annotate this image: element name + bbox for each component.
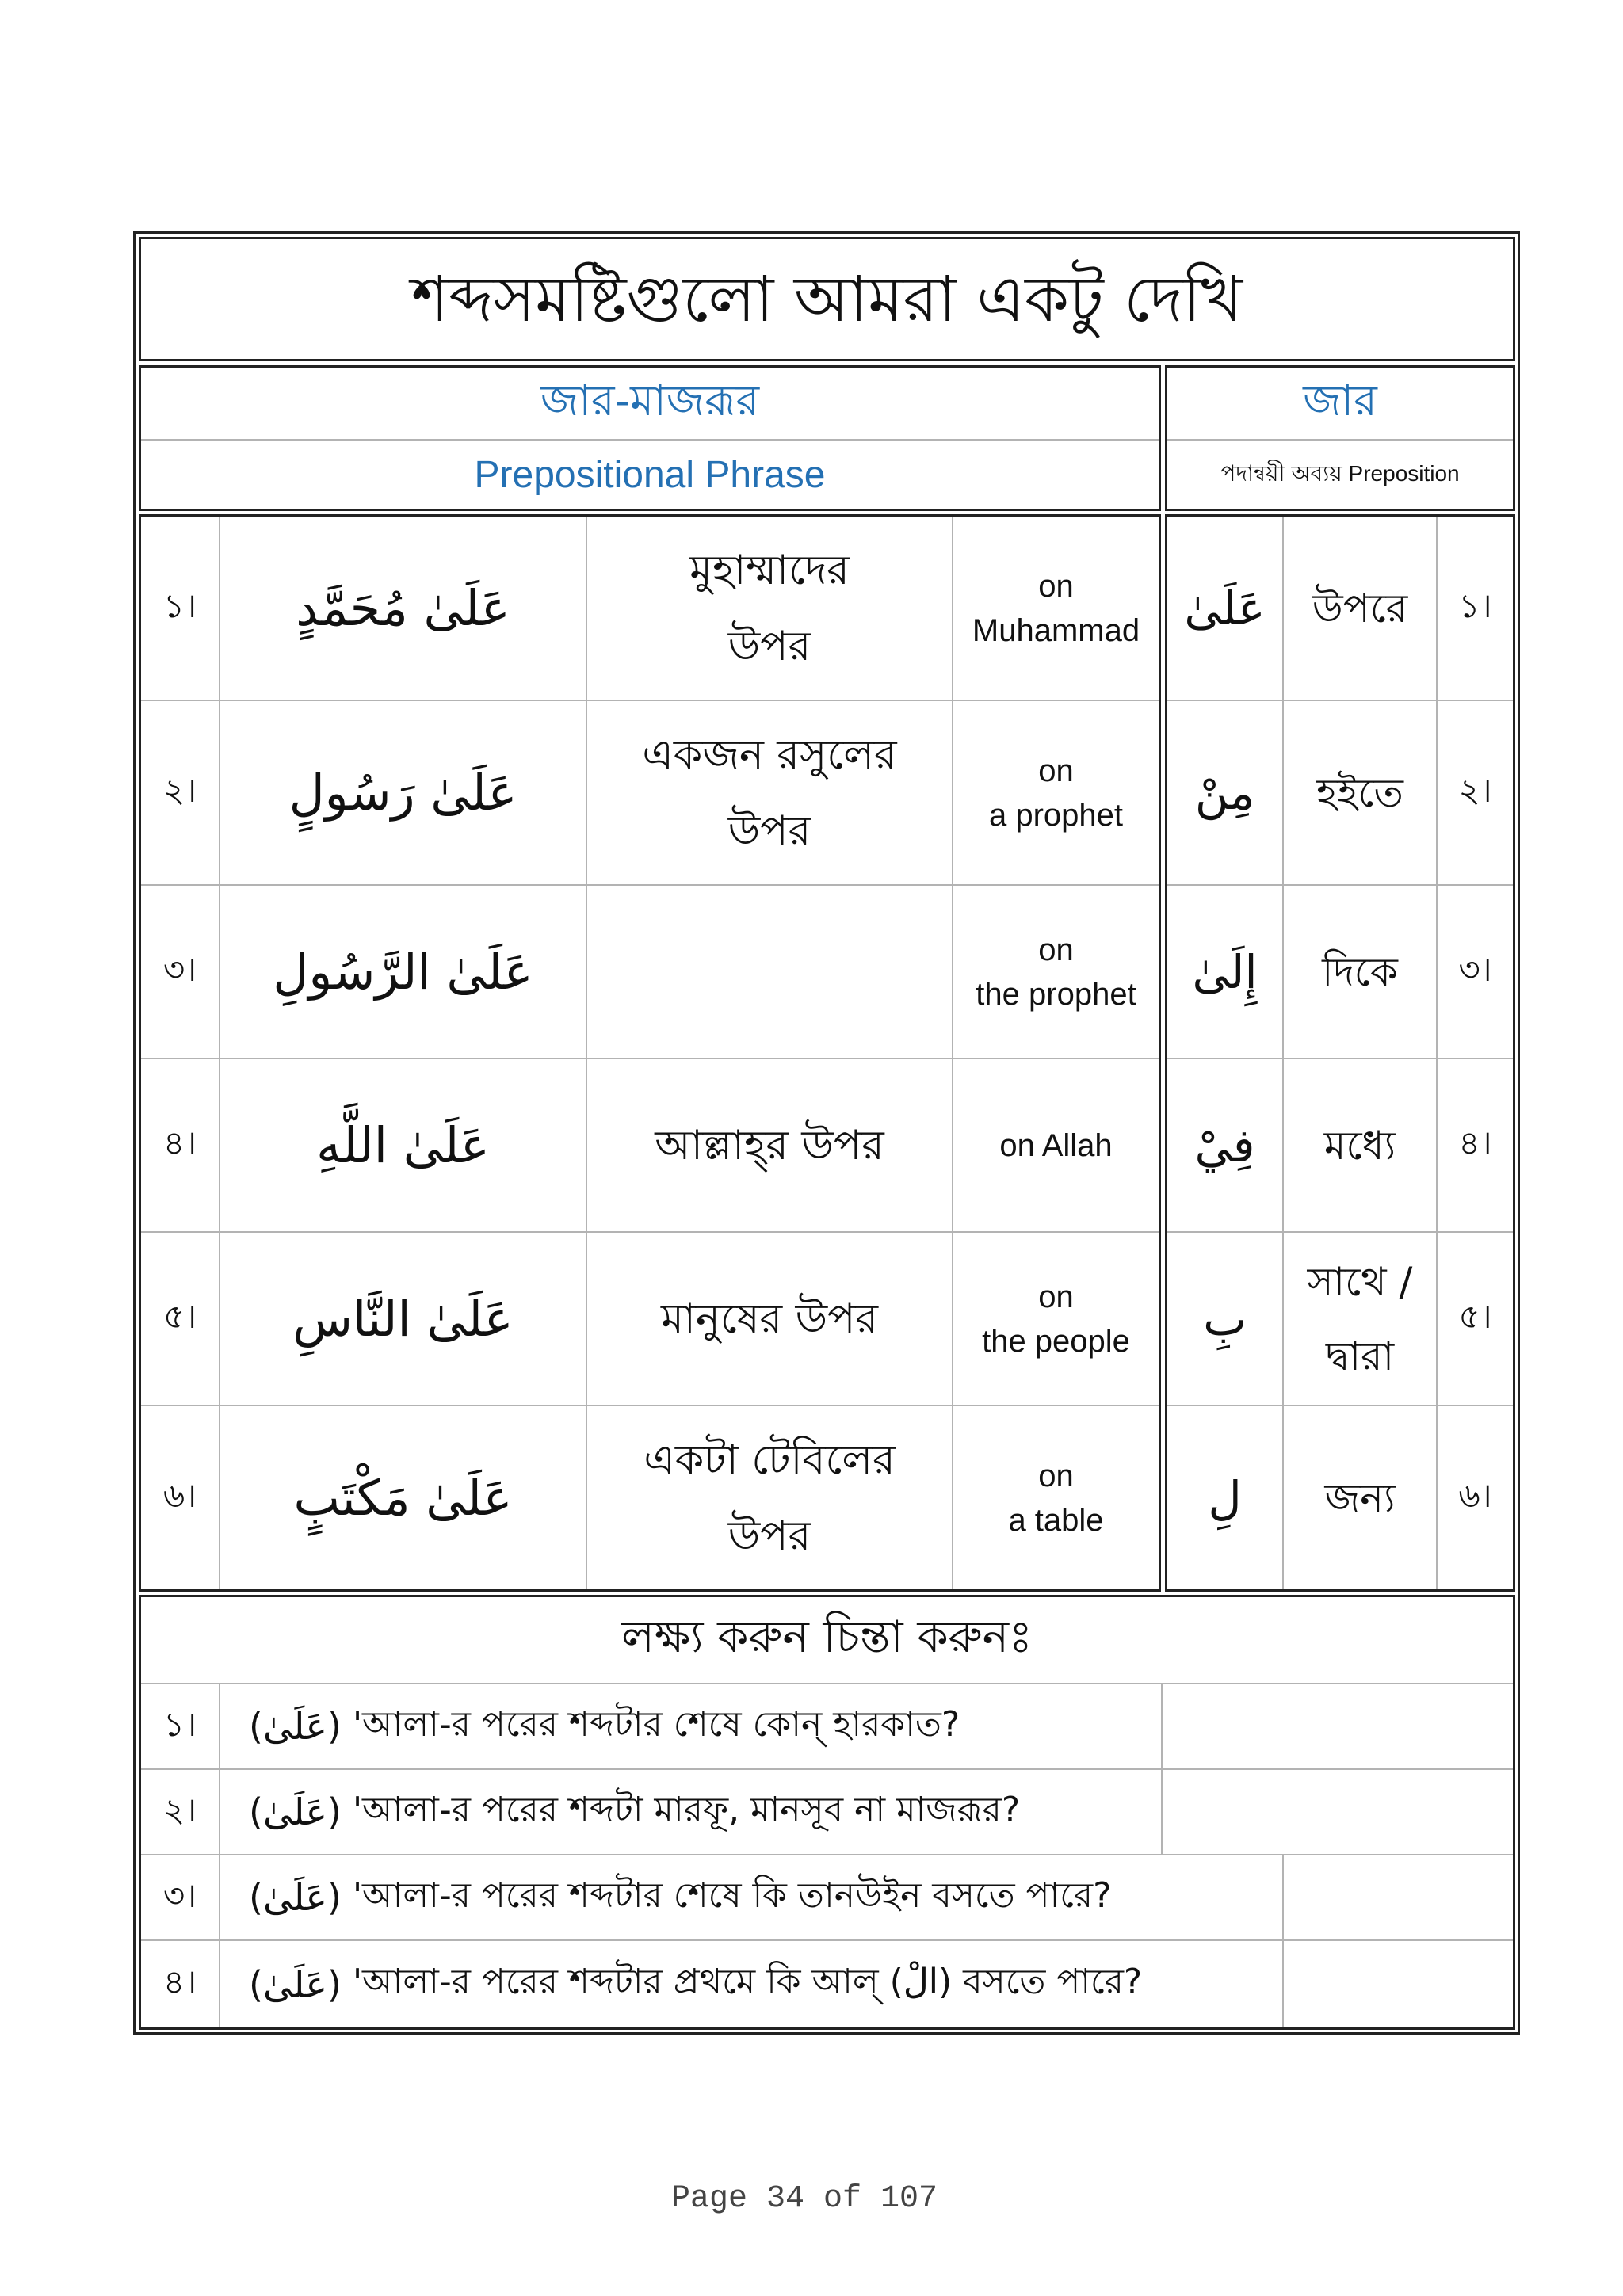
arabic-phrase: عَلَىٰ النَّاسِ bbox=[220, 1233, 587, 1406]
preposition-bengali-line: মধ্যে bbox=[1323, 1122, 1396, 1169]
preposition-bengali bbox=[1284, 517, 1438, 701]
english-meaning-line: a table bbox=[1008, 1502, 1104, 1538]
bengali-meaning-line: মুহাম্মাদের bbox=[689, 546, 850, 594]
phrase-row-number: ১। bbox=[141, 517, 220, 701]
phrase-row-number: ২। bbox=[141, 701, 220, 886]
phrase-row-number: ৪। bbox=[141, 1059, 220, 1233]
preposition-bengali-line: দ্বারা bbox=[1325, 1333, 1395, 1379]
english-meaning-line: on bbox=[1038, 568, 1074, 604]
preposition-bengali bbox=[1284, 886, 1438, 1059]
bengali-meaning bbox=[587, 1059, 953, 1233]
preposition-bengali-line: দিকে bbox=[1322, 948, 1398, 995]
preposition-bengali bbox=[1284, 1059, 1438, 1233]
question-row bbox=[141, 1684, 1513, 1770]
english-meaning-line: the people bbox=[982, 1323, 1130, 1359]
question-arabic: (عَلَىٰ) bbox=[249, 1962, 342, 2006]
preposition-bengali bbox=[1284, 1406, 1438, 1589]
bengali-meaning-line: একটা টেবিলের bbox=[643, 1436, 896, 1484]
reflection-section bbox=[139, 1595, 1515, 2030]
phrase-row-number: ৬। bbox=[141, 1406, 220, 1589]
worksheet-title-box bbox=[139, 237, 1515, 361]
preposition-bengali bbox=[1284, 701, 1438, 886]
question-text-cell bbox=[220, 1855, 1284, 1939]
worksheet-title: শব্দসমষ্টিগুলো আমরা একটু দেখি bbox=[411, 261, 1243, 336]
question-text: 'আলা-র পরের শব্দটার শেষে কি তানউইন বসতে পারে? bbox=[352, 1875, 1112, 1916]
preposition-bengali bbox=[1284, 1233, 1438, 1406]
question-text: 'আলা-র পরের শব্দটা মারফূ, মানসূব না মাজরূর? bbox=[352, 1789, 1021, 1830]
bengali-meaning-line: উপর bbox=[727, 622, 812, 670]
bengali-meaning-line: উপর bbox=[727, 807, 812, 855]
phrase-table bbox=[139, 514, 1161, 1592]
bengali-meaning bbox=[587, 1233, 953, 1406]
question-text-cell bbox=[220, 1684, 1163, 1768]
arabic-phrase: عَلَىٰ الرَّسُولِ bbox=[220, 886, 587, 1059]
question-text-cell bbox=[220, 1770, 1163, 1854]
bengali-meaning-line: আল্লাহ্‌র উপর bbox=[655, 1121, 884, 1169]
preposition-header-bengali: জার bbox=[1167, 368, 1513, 441]
english-meaning bbox=[953, 517, 1159, 701]
english-meaning-line: on bbox=[1038, 1458, 1074, 1493]
english-meaning bbox=[953, 1233, 1159, 1406]
preposition-header bbox=[1165, 365, 1515, 511]
english-meaning-line: Muhammad bbox=[972, 612, 1140, 648]
arabic-phrase: عَلَىٰ مَكْتَبٍ bbox=[220, 1406, 587, 1589]
answer-cell bbox=[1284, 1855, 1513, 1939]
preposition-bengali-line: হইতে bbox=[1316, 769, 1403, 816]
bengali-meaning-line: উপর bbox=[727, 1512, 812, 1560]
question-row bbox=[141, 1855, 1513, 1941]
english-meaning-line: on Allah bbox=[999, 1127, 1113, 1163]
question-row bbox=[141, 1770, 1513, 1855]
preposition-arabic: فِيْ bbox=[1167, 1059, 1284, 1233]
answer-cell bbox=[1163, 1684, 1513, 1768]
page-number-footer: Page 34 of 107 bbox=[671, 2181, 938, 2217]
question-text: 'আলা-র পরের শব্দটার প্রথমে কি আল্ (الْ) বসতে পারে? bbox=[352, 1962, 1143, 2002]
phrase-row-number: ৫। bbox=[141, 1233, 220, 1406]
preposition-row-number: ১। bbox=[1438, 517, 1513, 701]
phrase-header bbox=[139, 365, 1161, 511]
arabic-phrase: عَلَىٰ اللَّهِ bbox=[220, 1059, 587, 1233]
preposition-bengali-line: উপরে bbox=[1312, 585, 1408, 631]
preposition-arabic: بِ bbox=[1167, 1233, 1284, 1406]
preposition-arabic: إِلَىٰ bbox=[1167, 886, 1284, 1059]
preposition-row-number: ৪। bbox=[1438, 1059, 1513, 1233]
question-row bbox=[141, 1941, 1513, 2027]
preposition-arabic: عَلَىٰ bbox=[1167, 517, 1284, 701]
question-text-cell bbox=[220, 1941, 1284, 2027]
preposition-row-number: ৫। bbox=[1438, 1233, 1513, 1406]
phrase-header-english: Prepositional Phrase bbox=[474, 453, 826, 496]
preposition-bengali-line: জন্য bbox=[1324, 1474, 1396, 1521]
preposition-arabic: مِنْ bbox=[1167, 701, 1284, 886]
phrase-row-number: ৩। bbox=[141, 886, 220, 1059]
preposition-row-number: ৬। bbox=[1458, 1476, 1492, 1515]
arabic-phrase: عَلَىٰ رَسُولٍ bbox=[220, 701, 587, 886]
preposition-header-subtitle: পদান্বয়ী অব্যয় Preposition bbox=[1220, 460, 1460, 486]
question-text: 'আলা-র পরের শব্দটার শেষে কোন্ হারকাত? bbox=[352, 1703, 960, 1745]
question-number: ১। bbox=[141, 1684, 220, 1768]
bengali-meaning bbox=[587, 517, 953, 701]
english-meaning-line: on bbox=[1038, 1279, 1074, 1314]
bengali-meaning bbox=[587, 701, 953, 886]
preposition-row-number: ৩। bbox=[1438, 886, 1513, 1059]
preposition-table bbox=[1165, 514, 1515, 1592]
question-number: ৩। bbox=[141, 1855, 220, 1939]
question-arabic: (عَلَىٰ) bbox=[249, 1876, 342, 1919]
bengali-meaning-line: মানুষের উপর bbox=[660, 1295, 879, 1343]
phrase-header-bengali: জার-মাজরূর bbox=[141, 368, 1159, 441]
english-meaning-line: a prophet bbox=[988, 797, 1124, 833]
reflection-title: লক্ষ্য করুন চিন্তা করুনঃ bbox=[141, 1597, 1513, 1684]
question-number: ৪। bbox=[141, 1941, 220, 2027]
bengali-meaning bbox=[587, 886, 953, 1059]
bengali-meaning bbox=[587, 1406, 953, 1589]
english-meaning bbox=[953, 1059, 1159, 1233]
english-meaning-line: the prophet bbox=[976, 976, 1136, 1012]
english-meaning bbox=[953, 1406, 1159, 1589]
arabic-phrase: عَلَىٰ مُحَمَّدٍ bbox=[220, 517, 587, 701]
question-arabic: (عَلَىٰ) bbox=[249, 1791, 342, 1833]
english-meaning-line: on bbox=[1038, 753, 1074, 788]
english-meaning bbox=[953, 701, 1159, 886]
answer-cell bbox=[1284, 1941, 1513, 2027]
question-arabic: (عَلَىٰ) bbox=[249, 1705, 342, 1748]
english-meaning bbox=[953, 886, 1159, 1059]
english-meaning-line: on bbox=[1038, 932, 1074, 967]
answer-cell bbox=[1163, 1770, 1513, 1854]
preposition-row-number: ২। bbox=[1438, 701, 1513, 886]
question-number: ২। bbox=[141, 1770, 220, 1854]
preposition-arabic: لِ bbox=[1167, 1406, 1284, 1589]
preposition-bengali-line: সাথে / bbox=[1307, 1258, 1413, 1305]
bengali-meaning-line: একজন রসুলের bbox=[642, 730, 897, 779]
